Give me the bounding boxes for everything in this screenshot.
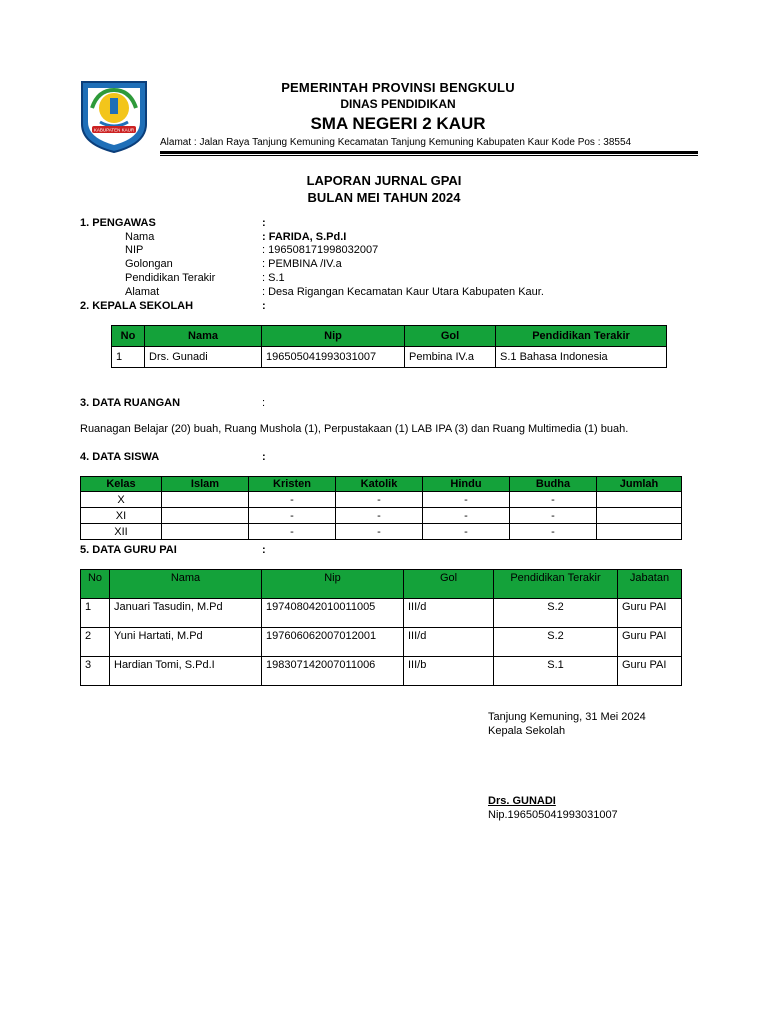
table-cell: Guru PAI <box>618 599 682 628</box>
table-cell: X <box>81 492 162 508</box>
table-cell: 2 <box>81 628 110 657</box>
section-kepsek-heading: 2. KEPALA SEKOLAH <box>80 300 194 312</box>
table-cell: 198307142007011006 <box>262 657 404 686</box>
signature-place-date: Tanjung Kemuning, 31 Mei 2024 <box>488 711 646 723</box>
table-row <box>81 599 682 628</box>
signature-nip: Nip.196505041993031007 <box>488 809 618 821</box>
table-cell: 197606062007012001 <box>262 628 404 657</box>
field-value: : PEMBINA /IV.a <box>262 258 342 270</box>
table-cell: Guru PAI <box>618 628 682 657</box>
table-cell: - <box>336 508 423 524</box>
table-cell: Hardian Tomi, S.Pd.I <box>110 657 262 686</box>
field-value: : Desa Rigangan Kecamatan Kaur Utara Kabupaten Kaur. <box>262 286 544 298</box>
column-header: No <box>112 326 145 347</box>
table-cell: III/d <box>404 599 494 628</box>
column-header: Kristen <box>249 477 336 492</box>
table-cell: XI <box>81 508 162 524</box>
column-header: Nip <box>262 326 405 347</box>
column-header: Gol <box>404 570 494 599</box>
kepala-sekolah-table <box>111 325 667 368</box>
table-cell <box>597 524 682 540</box>
table-cell: Januari Tasudin, M.Pd <box>110 599 262 628</box>
column-header: Pendidikan Terakir <box>494 570 618 599</box>
field-value: : 196508171998032007 <box>262 244 379 256</box>
table-cell: - <box>249 508 336 524</box>
table-cell: - <box>249 492 336 508</box>
ruangan-description: Ruanagan Belajar (20) buah, Ruang Mushola (1), Perpustakaan (1) LAB IPA (3) dan Ruang Multimedia (1) buah. <box>80 423 629 435</box>
section-colon: : <box>262 451 266 463</box>
table-cell: Pembina IV.a <box>405 347 496 368</box>
signature-name: Drs. GUNADI <box>488 795 556 807</box>
field-label: Alamat <box>125 286 160 298</box>
field-label: Golongan <box>125 258 173 270</box>
column-header: No <box>81 570 110 599</box>
table-cell: - <box>423 524 510 540</box>
table-cell: - <box>423 508 510 524</box>
column-header: Nama <box>145 326 262 347</box>
table-row <box>81 492 682 508</box>
table-cell: 1 <box>81 599 110 628</box>
table-cell <box>597 508 682 524</box>
table-cell: XII <box>81 524 162 540</box>
table-cell: 196505041993031007 <box>262 347 405 368</box>
table-cell <box>597 492 682 508</box>
table-cell: - <box>510 524 597 540</box>
siswa-table <box>80 476 682 540</box>
table-row <box>81 524 682 540</box>
table-cell: Drs. Gunadi <box>145 347 262 368</box>
table-row <box>81 508 682 524</box>
column-header: Gol <box>405 326 496 347</box>
table-cell <box>162 524 249 540</box>
guru-table <box>80 569 682 686</box>
column-header: Nama <box>110 570 262 599</box>
column-header: Jabatan <box>618 570 682 599</box>
table-header-row <box>81 477 682 492</box>
field-value: : S.1 <box>262 272 285 284</box>
column-header: Budha <box>510 477 597 492</box>
table-cell: - <box>510 492 597 508</box>
table-cell: - <box>423 492 510 508</box>
section-colon: : <box>262 217 266 229</box>
field-label: NIP <box>125 244 144 256</box>
table-cell <box>162 492 249 508</box>
table-cell: S.2 <box>494 599 618 628</box>
column-header: Pendidikan Terakir <box>496 326 667 347</box>
column-header: Jumlah <box>597 477 682 492</box>
report-title: LAPORAN JURNAL GPAI <box>306 173 462 188</box>
school-name: SMA NEGERI 2 KAUR <box>310 114 486 133</box>
table-cell: S.2 <box>494 628 618 657</box>
table-row <box>112 347 667 368</box>
section-siswa-heading: 4. DATA SISWA <box>80 451 160 463</box>
field-label: Nama <box>125 231 155 243</box>
column-header: Katolik <box>336 477 423 492</box>
field-label: Pendidikan Terakir <box>125 272 216 284</box>
table-cell <box>162 508 249 524</box>
table-header-row <box>112 326 667 347</box>
column-header: Kelas <box>81 477 162 492</box>
section-colon: : <box>262 544 266 556</box>
table-cell: 1 <box>112 347 145 368</box>
table-cell: - <box>249 524 336 540</box>
table-row <box>81 657 682 686</box>
section-colon: : <box>262 397 266 409</box>
table-cell: Guru PAI <box>618 657 682 686</box>
logo-text: KABUPATEN KAUR <box>93 127 135 133</box>
table-cell: 197408042010011005 <box>262 599 404 628</box>
report-period: BULAN MEI TAHUN 2024 <box>307 190 461 205</box>
section-ruangan-heading: 3. DATA RUANGAN <box>80 397 181 409</box>
section-colon: : <box>262 300 266 312</box>
table-cell: - <box>336 524 423 540</box>
office-name: DINAS PENDIDIKAN <box>340 97 456 111</box>
column-header: Hindu <box>423 477 510 492</box>
table-cell: 3 <box>81 657 110 686</box>
table-row <box>81 628 682 657</box>
table-cell: - <box>510 508 597 524</box>
header-rule-thick <box>160 151 698 154</box>
column-header: Islam <box>162 477 249 492</box>
field-value: : FARIDA, S.Pd.I <box>262 231 347 243</box>
table-cell: III/b <box>404 657 494 686</box>
table-cell: - <box>336 492 423 508</box>
table-cell: S.1 Bahasa Indonesia <box>496 347 667 368</box>
table-cell: Yuni Hartati, M.Pd <box>110 628 262 657</box>
school-address: Alamat : Jalan Raya Tanjung Kemuning Kecamatan Tanjung Kemuning Kabupaten Kaur Kode Pos : 38554 <box>160 137 632 148</box>
province-name: PEMERINTAH PROVINSI BENGKULU <box>281 80 515 95</box>
section-pengawas-heading: 1. PENGAWAS <box>80 217 156 229</box>
table-cell: S.1 <box>494 657 618 686</box>
column-header: Nip <box>262 570 404 599</box>
header-rule-thin <box>160 155 698 156</box>
section-guru-heading: 5. DATA GURU PAI <box>80 544 177 556</box>
signature-role: Kepala Sekolah <box>488 725 566 737</box>
table-header-row <box>81 570 682 599</box>
table-cell: III/d <box>404 628 494 657</box>
